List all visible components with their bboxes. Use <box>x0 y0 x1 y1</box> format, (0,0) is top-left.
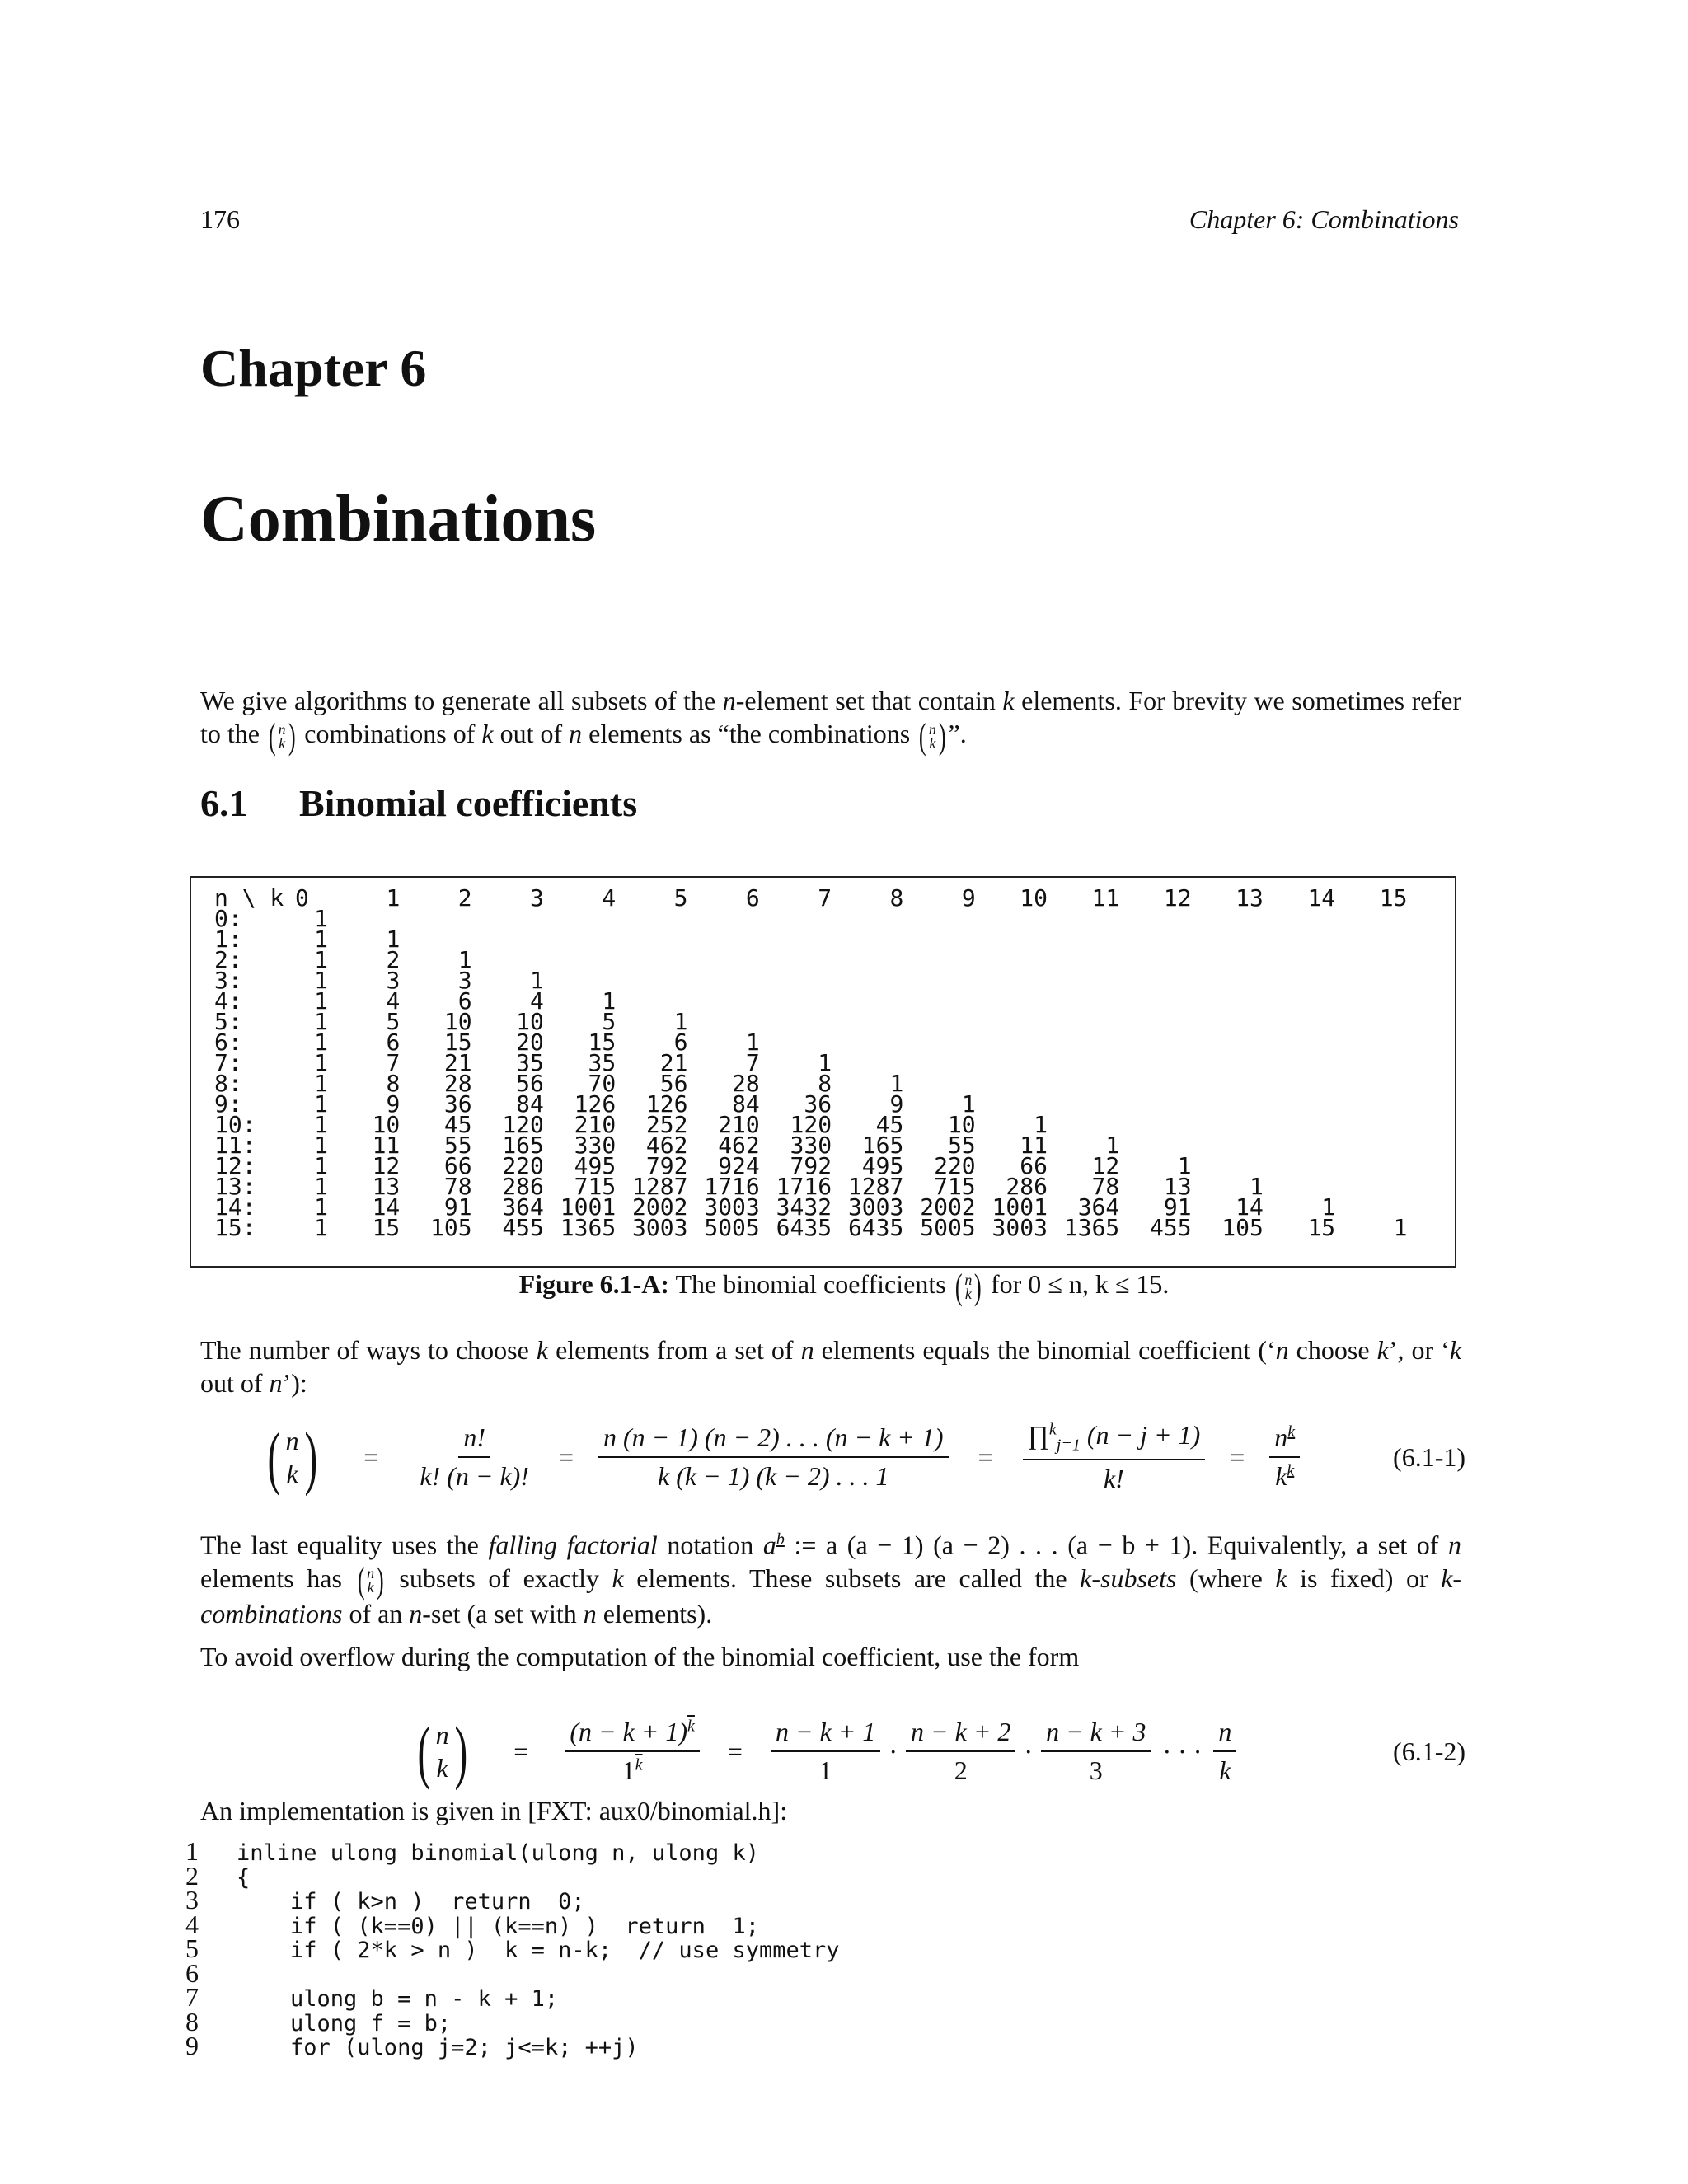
code-line <box>185 1982 840 2012</box>
table-column-header: 5 <box>673 884 688 912</box>
table-cell: 1 <box>314 1193 328 1221</box>
table-cell: 10 <box>516 1008 544 1035</box>
binomial-table-frame <box>190 876 1456 1268</box>
code-line-number: 5 <box>185 1933 199 1963</box>
table-column-header: 11 <box>1091 884 1120 912</box>
table-cell: 3003 <box>704 1193 760 1221</box>
table-cell: 11 <box>1020 1132 1048 1159</box>
table-cell: 1 <box>314 905 328 932</box>
table-row-label: 2: <box>214 946 242 973</box>
code-line-text: inline ulong binomial(ulong n, ulong k) <box>237 1840 759 1866</box>
table-cell: 84 <box>516 1090 544 1118</box>
table-cell: 10 <box>443 1008 472 1035</box>
eq1-fraction-3: $\frac{\prod^k_{j=1} (n - j + 1)}{k!}$ <box>1023 1420 1206 1493</box>
table-row <box>214 1217 1407 1238</box>
table-cell: 7 <box>745 1049 760 1076</box>
table-cell: 1 <box>314 1132 328 1159</box>
table-cell: 2002 <box>632 1193 688 1221</box>
table-corner-label: n \ k <box>214 884 284 912</box>
running-title: Chapter 6: Combinations <box>1189 204 1459 234</box>
table-cell: 45 <box>443 1111 472 1138</box>
table-cell: 1 <box>673 1008 688 1035</box>
table-cell: 8 <box>818 1070 832 1097</box>
table-cell: 5005 <box>704 1214 760 1241</box>
code-line <box>185 1860 840 1891</box>
table-cell: 14 <box>372 1193 401 1221</box>
figure-label: Figure 6.1-A: <box>518 1269 670 1299</box>
code-line-number: 1 <box>185 1836 199 1866</box>
binomial-symbol: ( n k ) <box>268 715 296 757</box>
table-cell: 1 <box>314 926 328 953</box>
code-line-number: 7 <box>185 1982 199 2012</box>
table-cell: 1 <box>602 987 617 1015</box>
table-cell: 15 <box>443 1029 472 1056</box>
table-cell: 4 <box>530 987 544 1015</box>
table-cell: 364 <box>502 1193 544 1221</box>
figure-caption: Figure 6.1-A: The binomial coefficients ( n k ) for 0 ≤ n, k ≤ 15. <box>518 1266 1170 1307</box>
table-cell: 8 <box>386 1070 401 1097</box>
binomial-table <box>214 884 1408 1241</box>
table-cell: 6 <box>386 1029 401 1056</box>
equation-6-1-1: ( n k ) = $\frac{n!}{k! (n - k)!}$ = $\frac{n (n - 1) (n - 2) . . . (n - k + 1)}{k (k - 1) (k - 2) . . . 1}$ = $\frac{\prod^k_{j=1} (n - j + 1)}{k!}$ = $\frac{n^k}{k^k}$ (6.1-1) <box>262 1416 1465 1498</box>
table-column-header: 1 <box>386 884 401 912</box>
table-cell: 15 <box>1307 1214 1336 1241</box>
code-line <box>185 1836 840 1866</box>
eq2-lhs: ( n k ) <box>417 1712 467 1791</box>
table-cell: 6 <box>457 987 472 1015</box>
table-cell: 21 <box>659 1049 688 1076</box>
binomial-symbol: ( n k ) <box>919 715 946 757</box>
table-row-label: 12: <box>214 1152 256 1179</box>
table-cell: 13 <box>372 1173 401 1200</box>
table-cell: 56 <box>659 1070 688 1097</box>
table-column-header: 4 <box>602 884 617 912</box>
table-cell: 5 <box>602 1008 617 1035</box>
table-cell: 495 <box>574 1152 617 1179</box>
table-cell: 330 <box>574 1132 617 1159</box>
eq2-term-2: $\frac{n - k + 2}{2}$ <box>906 1717 1015 1786</box>
code-line-text: if ( k>n ) return 0; <box>237 1889 585 1915</box>
intro-paragraph: We give algorithms to generate all subsets of the n-element set that contain k elements. For brevity we sometimes refer to the ( n k ) combinations of k out of n elements as “the combinations ( n k ) ”. <box>200 686 1461 757</box>
code-line <box>185 2006 840 2036</box>
eq1-fraction-4: $\frac{n^k}{k^k}$ <box>1269 1422 1300 1492</box>
table-column-header: 6 <box>745 884 760 912</box>
code-line <box>185 1933 840 1963</box>
table-cell: 1716 <box>776 1173 832 1200</box>
paragraph-overflow: To avoid overflow during the computation of the binomial coefficient, use the form <box>200 1642 1080 1671</box>
table-cell: 10 <box>372 1111 401 1138</box>
table-column-header: 13 <box>1236 884 1264 912</box>
table-cell: 5005 <box>920 1214 976 1241</box>
table-cell: 495 <box>861 1152 904 1179</box>
table-cell: 3003 <box>632 1214 688 1241</box>
table-cell: 792 <box>790 1152 832 1179</box>
table-cell: 1287 <box>632 1173 688 1200</box>
table-cell: 1001 <box>992 1193 1048 1221</box>
code-line-number: 4 <box>185 1909 199 1939</box>
table-cell: 78 <box>443 1173 472 1200</box>
code-line <box>185 2031 840 2060</box>
table-cell: 126 <box>574 1090 617 1118</box>
section-heading <box>200 781 637 825</box>
code-line <box>185 1909 840 1939</box>
table-cell: 20 <box>516 1029 544 1056</box>
table-cell: 66 <box>443 1152 472 1179</box>
table-cell: 6435 <box>776 1214 832 1241</box>
table-row-label: 0: <box>214 905 242 932</box>
table-cell: 28 <box>732 1070 760 1097</box>
table-cell: 14 <box>1236 1193 1264 1221</box>
table-cell: 1 <box>1177 1152 1192 1179</box>
table-row-label: 9: <box>214 1090 242 1118</box>
table-row-label: 15: <box>214 1214 256 1241</box>
table-cell: 1 <box>314 967 328 994</box>
eq1-fraction-1: $\frac{n!}{k! (n - k)!}$ <box>420 1422 529 1491</box>
table-cell: 462 <box>645 1132 688 1159</box>
table-row-label: 1: <box>214 926 242 953</box>
table-row-label: 4: <box>214 987 242 1015</box>
table-cell: 3 <box>457 967 472 994</box>
table-cell: 1 <box>1105 1132 1120 1159</box>
table-cell: 13 <box>1163 1173 1192 1200</box>
table-cell: 56 <box>516 1070 544 1097</box>
table-cell: 1 <box>457 946 472 973</box>
table-cell: 1 <box>314 946 328 973</box>
eq2-fraction-1: $\frac{(n - k + 1)^{\overline{k}}}{1^{\overline{k}}}$ <box>565 1717 700 1786</box>
table-cell: 1 <box>1321 1193 1336 1221</box>
table-row-label: 13: <box>214 1173 256 1200</box>
table-cell: 462 <box>718 1132 760 1159</box>
table-cell: 70 <box>588 1070 617 1097</box>
table-cell: 15 <box>588 1029 617 1056</box>
table-cell: 792 <box>645 1152 688 1179</box>
table-cell: 1 <box>1034 1111 1048 1138</box>
code-line-number: 2 <box>185 1860 199 1891</box>
table-cell: 9 <box>889 1090 904 1118</box>
code-line-text: { <box>237 1864 251 1891</box>
table-column-header: 12 <box>1163 884 1192 912</box>
chapter-label: Chapter 6 <box>200 339 427 397</box>
table-cell: 21 <box>443 1049 472 1076</box>
table-cell: 1 <box>1393 1214 1408 1241</box>
eq1-lhs: ( n k ) <box>267 1418 317 1497</box>
equation-number: (6.1-2) <box>1393 1736 1465 1766</box>
code-line-text: ulong f = b; <box>237 2010 452 2036</box>
paragraph-falling-factorial: The last equality uses the falling factorial notation $a^b$ := a (a − 1) (a − 2) . . . (a − b + 1). Equivalently, a set of n elements has ( n k ) subsets of exactly k elements. These subsets are called the k-subsets (where k is fixed) or k-combinations of an n-set (a set with n elements). <box>200 1530 1462 1629</box>
table-cell: 715 <box>574 1173 617 1200</box>
table-cell: 455 <box>1149 1214 1192 1241</box>
table-cell: 1 <box>314 1070 328 1097</box>
table-cell: 1 <box>314 1173 328 1200</box>
table-cell: 11 <box>372 1132 401 1159</box>
table-cell: 3003 <box>847 1193 904 1221</box>
table-cell: 3432 <box>776 1193 832 1221</box>
eq2-term-n: $\frac{n}{k}$ <box>1213 1717 1236 1786</box>
code-line-text: for (ulong j=2; j<=k; ++j) <box>237 2035 639 2060</box>
table-row-label: 5: <box>214 1008 242 1035</box>
code-line <box>185 1957 840 1988</box>
code-line-number: 6 <box>185 1957 199 1988</box>
table-column-header: 7 <box>818 884 832 912</box>
code-line-text: if ( (k==0) || (k==n) ) return 1; <box>237 1913 759 1939</box>
table-cell: 35 <box>588 1049 617 1076</box>
table-cell: 1 <box>314 1152 328 1179</box>
equation-number: (6.1-1) <box>1393 1441 1465 1472</box>
code-line-number: 9 <box>185 2031 199 2060</box>
table-cell: 1 <box>314 1008 328 1035</box>
table-cell: 1 <box>1250 1173 1264 1200</box>
table-column-header: 0 <box>295 884 309 912</box>
table-cell: 1 <box>961 1090 976 1118</box>
table-cell: 55 <box>947 1132 976 1159</box>
table-cell: 126 <box>645 1090 688 1118</box>
table-cell: 924 <box>718 1152 760 1179</box>
table-cell: 330 <box>790 1132 832 1159</box>
table-cell: 5 <box>386 1008 401 1035</box>
table-column-header: 3 <box>530 884 544 912</box>
table-cell: 3003 <box>992 1214 1048 1241</box>
code-line <box>185 1885 840 1915</box>
page-number: 176 <box>200 204 240 234</box>
table-cell: 45 <box>875 1111 904 1138</box>
table-column-header: 10 <box>1020 884 1048 912</box>
table-column-header: 9 <box>961 884 976 912</box>
table-cell: 1 <box>314 1049 328 1076</box>
table-cell: 210 <box>574 1111 617 1138</box>
eq2-term-3: $\frac{n - k + 3}{3}$ <box>1041 1717 1151 1786</box>
table-cell: 220 <box>502 1152 544 1179</box>
table-cell: 286 <box>1006 1173 1048 1200</box>
equation-6-1-2: ( n k ) = $\frac{(n - k + 1)^{\overline{k}}}{1^{\overline{k}}}$ = $\frac{n - k + 1}{1}$ · $\frac{n - k + 2}{2}$ · $\frac{n - k + 3}{3}$ · · · $\frac{n}{k}$ (6.1-2) <box>412 1710 1465 1793</box>
table-row-label: 11: <box>214 1132 256 1159</box>
table-cell: 220 <box>934 1152 976 1179</box>
table-cell: 10 <box>947 1111 976 1138</box>
table-row-label: 8: <box>214 1070 242 1097</box>
table-cell: 36 <box>443 1090 472 1118</box>
table-cell: 84 <box>732 1090 760 1118</box>
table-cell: 120 <box>502 1111 544 1138</box>
table-column-header: 2 <box>457 884 472 912</box>
table-cell: 12 <box>372 1152 401 1179</box>
table-cell: 1 <box>314 1111 328 1138</box>
binomial-symbol: ( n k ) <box>357 1560 384 1601</box>
table-column-header: 8 <box>889 884 904 912</box>
section-number: 6.1 <box>200 782 248 824</box>
table-cell: 165 <box>502 1132 544 1159</box>
eq1-fraction-2: $\frac{n (n - 1) (n - 2) . . . (n - k + 1)}{k (k - 1) (k - 2) . . . 1}$ <box>598 1422 949 1492</box>
table-cell: 28 <box>443 1070 472 1097</box>
table-cell: 3 <box>386 967 401 994</box>
table-cell: 91 <box>443 1193 472 1221</box>
table-cell: 1365 <box>1063 1214 1120 1241</box>
eq2-term-1: $\frac{n - k + 1}{1}$ <box>771 1717 880 1786</box>
code-line-text: if ( 2*k > n ) k = n-k; // use symmetry <box>237 1938 840 1963</box>
table-cell: 1716 <box>704 1173 760 1200</box>
table-cell: 715 <box>934 1173 976 1200</box>
table-cell: 1287 <box>847 1173 904 1200</box>
table-column-header: 14 <box>1307 884 1336 912</box>
table-cell: 7 <box>386 1049 401 1076</box>
table-cell: 6 <box>673 1029 688 1056</box>
table-cell: 1 <box>314 1029 328 1056</box>
table-cell: 78 <box>1091 1173 1120 1200</box>
table-cell: 1 <box>745 1029 760 1056</box>
table-cell: 1 <box>314 1090 328 1118</box>
code-line-text: ulong b = n - k + 1; <box>237 1986 559 2012</box>
table-cell: 364 <box>1077 1193 1120 1221</box>
table-cell: 286 <box>502 1173 544 1200</box>
code-line-number: 3 <box>185 1885 199 1915</box>
table-cell: 15 <box>372 1214 401 1241</box>
table-cell: 4 <box>386 987 401 1015</box>
table-cell: 252 <box>645 1111 688 1138</box>
table-row-label: 6: <box>214 1029 242 1056</box>
table-cell: 2002 <box>920 1193 976 1221</box>
table-cell: 1 <box>314 1214 328 1241</box>
table-row-label: 7: <box>214 1049 242 1076</box>
table-cell: 1 <box>530 967 544 994</box>
table-cell: 9 <box>386 1090 401 1118</box>
table-cell: 120 <box>790 1111 832 1138</box>
table-cell: 210 <box>718 1111 760 1138</box>
table-cell: 1 <box>386 926 401 953</box>
section-title: Binomial coefficients <box>299 782 638 824</box>
table-cell: 12 <box>1091 1152 1120 1179</box>
table-cell: 66 <box>1020 1152 1048 1179</box>
table-cell: 105 <box>430 1214 472 1241</box>
table-cell: 1365 <box>560 1214 617 1241</box>
paragraph-implementation: An implementation is given in [FXT: aux0/binomial.h]: <box>200 1796 788 1825</box>
table-cell: 1 <box>889 1070 904 1097</box>
code-line-number: 8 <box>185 2006 199 2036</box>
table-cell: 1 <box>314 987 328 1015</box>
binomial-symbol: ( n k ) <box>954 1266 982 1307</box>
table-row-label: 10: <box>214 1111 256 1138</box>
table-cell: 455 <box>502 1214 544 1241</box>
table-row-label: 3: <box>214 967 242 994</box>
table-cell: 165 <box>861 1132 904 1159</box>
table-cell: 6435 <box>847 1214 904 1241</box>
code-listing <box>185 1836 840 2060</box>
table-row-label: 14: <box>214 1193 256 1221</box>
table-cell: 55 <box>443 1132 472 1159</box>
table-cell: 36 <box>804 1090 832 1118</box>
table-cell: 2 <box>386 946 401 973</box>
table-cell: 35 <box>516 1049 544 1076</box>
table-cell: 1001 <box>560 1193 617 1221</box>
table-column-header: 15 <box>1379 884 1408 912</box>
table-cell: 91 <box>1163 1193 1192 1221</box>
table-cell: 1 <box>818 1049 832 1076</box>
paragraph-binomial-definition: The number of ways to choose k elements from a set of n elements equals the binomial coefficient (‘n choose k’, or ‘k out of n’): <box>200 1335 1462 1398</box>
chapter-title: Combinations <box>200 483 597 555</box>
table-cell: 105 <box>1221 1214 1264 1241</box>
